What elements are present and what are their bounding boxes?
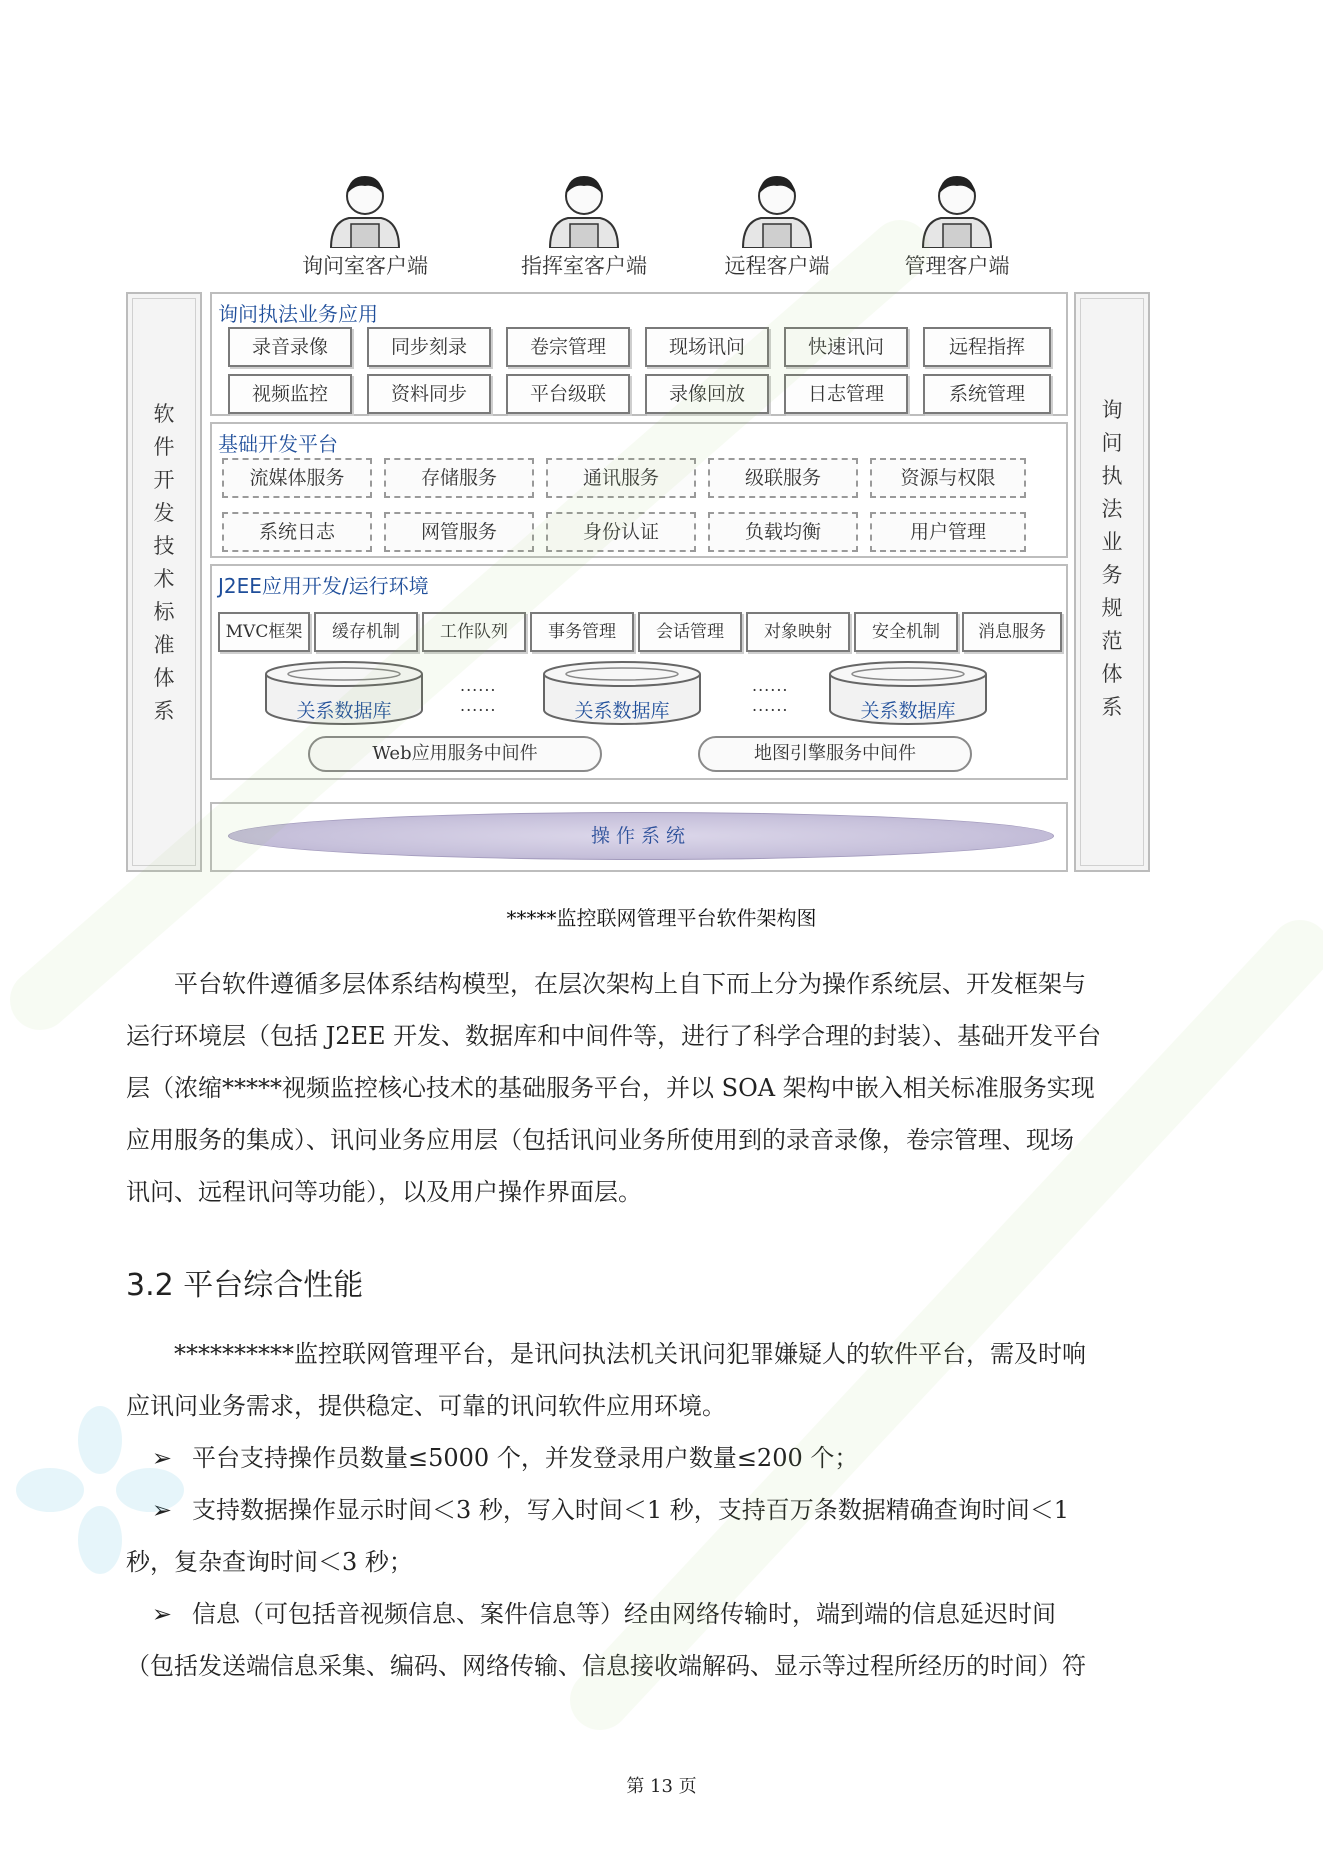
j2ee-box: 会话管理	[638, 612, 742, 652]
middleware-map: 地图引擎服务中间件	[698, 736, 972, 772]
vertical-char: 业	[1101, 530, 1123, 554]
middleware-web: Web应用服务中间件	[308, 736, 602, 772]
layer-business-app	[210, 292, 1068, 416]
vertical-char: 系	[1101, 695, 1123, 719]
base-box: 用户管理	[870, 512, 1026, 552]
vertical-char: 标	[153, 600, 175, 624]
text-line: **********监控联网管理平台，是讯问执法机关讯问犯罪嫌疑人的软件平台，需及时响	[126, 1340, 1086, 1368]
client-label: 指挥室客户端	[521, 254, 647, 278]
os-ellipse: 操作系统	[228, 812, 1054, 860]
database-label: 关系数据库	[574, 700, 670, 722]
bullet-text: 平台支持操作员数量≤5000 个，并发登录用户数量≤200 个；	[192, 1444, 859, 1472]
app-box: 系统管理	[923, 374, 1051, 414]
vertical-char: 范	[1101, 629, 1123, 653]
app-box: 卷宗管理	[506, 327, 630, 367]
bullet-item	[126, 1588, 1196, 1692]
vertical-char: 法	[1101, 497, 1123, 521]
app-box: 视频监控	[228, 374, 352, 414]
bullet-text: 支持数据操作显示时间＜3 秒，写入时间＜1 秒，支持百万条数据精确查询时间＜1	[192, 1496, 1070, 1524]
ellipsis: ......	[752, 676, 789, 695]
user-icon	[546, 170, 622, 248]
layer-base-platform	[210, 422, 1068, 558]
vertical-char: 系	[153, 699, 175, 723]
vertical-char: 件	[153, 435, 175, 459]
client-interrogation-room	[280, 170, 450, 280]
vertical-char: 询	[1101, 398, 1123, 422]
base-box: 级联服务	[708, 458, 858, 498]
base-box: 身份认证	[546, 512, 696, 552]
base-box: 通讯服务	[546, 458, 696, 498]
database-label: 关系数据库	[296, 700, 392, 722]
figure-caption: *****监控联网管理平台软件架构图	[506, 906, 817, 930]
app-box: 资料同步	[367, 374, 491, 414]
database-cylinder	[542, 660, 702, 726]
j2ee-box: MVC框架	[218, 612, 310, 652]
vertical-char: 规	[1101, 596, 1123, 620]
database-cylinder	[264, 660, 424, 726]
j2ee-box: 安全机制	[854, 612, 958, 652]
architecture-diagram	[126, 170, 1150, 880]
ellipsis: ......	[752, 696, 789, 715]
vertical-char: 软	[153, 402, 175, 426]
vertical-char: 技	[153, 534, 175, 558]
user-icon	[919, 170, 995, 248]
bullet-item	[126, 1432, 1196, 1484]
client-label: 管理客户端	[904, 254, 1010, 278]
base-box: 流媒体服务	[222, 458, 372, 498]
text-line: 应用服务的集成）、讯问业务应用层（包括讯问业务所使用到的录音录像，卷宗管理、现场	[126, 1126, 1074, 1154]
bullet-text: 信息（可包括音视频信息、案件信息等）经由网络传输时，端到端的信息延迟时间	[192, 1600, 1056, 1628]
app-box: 远程指挥	[923, 327, 1051, 367]
layer-title: 询问执法业务应用	[218, 302, 378, 326]
user-icon	[739, 170, 815, 248]
j2ee-box: 消息服务	[962, 612, 1062, 652]
client-management	[872, 170, 1042, 280]
base-box: 负载均衡	[708, 512, 858, 552]
paragraph-performance	[126, 1328, 1196, 1432]
client-label: 远程客户端	[724, 254, 830, 278]
app-box: 录像回放	[645, 374, 769, 414]
client-remote	[692, 170, 862, 280]
section-heading: 3.2 平台综合性能	[126, 1268, 364, 1303]
app-box: 快速讯问	[784, 327, 908, 367]
client-label: 询问室客户端	[302, 254, 428, 278]
j2ee-box: 对象映射	[746, 612, 850, 652]
vertical-char: 发	[153, 501, 175, 525]
bullet-text: 秒，复杂查询时间＜3 秒；	[126, 1548, 413, 1576]
bullet-item	[126, 1484, 1196, 1588]
layer-title: J2EE应用开发/运行环境	[218, 574, 429, 598]
app-box: 平台级联	[506, 374, 630, 414]
vertical-char: 执	[1101, 464, 1123, 488]
j2ee-box: 工作队列	[422, 612, 526, 652]
database-cylinder	[828, 660, 988, 726]
vertical-char: 术	[153, 567, 175, 591]
paragraph-architecture	[126, 958, 1196, 1218]
text-line: 应讯问业务需求，提供稳定、可靠的讯问软件应用环境。	[126, 1392, 726, 1420]
layer-title: 基础开发平台	[218, 432, 338, 456]
app-box: 同步刻录	[367, 327, 491, 367]
client-command-room	[499, 170, 669, 280]
bullet-arrow-icon: ➢	[151, 1444, 172, 1472]
vertical-char: 务	[1101, 563, 1123, 587]
page-number: 第 13 页	[626, 1776, 697, 1797]
text-line: 层（浓缩*****视频监控核心技术的基础服务平台，并以 SOA 架构中嵌入相关标准服务实现	[126, 1074, 1095, 1102]
ellipsis: ......	[460, 676, 497, 695]
base-box: 资源与权限	[870, 458, 1026, 498]
vertical-char: 开	[153, 468, 175, 492]
ellipsis: ......	[460, 696, 497, 715]
app-box: 日志管理	[784, 374, 908, 414]
user-icon	[327, 170, 403, 248]
text-line: 讯问、远程讯问等功能），以及用户操作界面层。	[126, 1178, 642, 1206]
database-label: 关系数据库	[860, 700, 956, 722]
vertical-char: 体	[153, 666, 175, 690]
right-standards-column	[1074, 292, 1150, 872]
bullet-text: （包括发送端信息采集、编码、网络传输、信息接收端解码、显示等过程所经历的时间）符	[126, 1652, 1086, 1680]
layer-j2ee	[210, 564, 1068, 780]
layer-os	[210, 802, 1068, 872]
bullet-arrow-icon: ➢	[151, 1496, 172, 1524]
base-box: 系统日志	[222, 512, 372, 552]
app-box: 现场讯问	[645, 327, 769, 367]
left-standards-column	[126, 292, 202, 872]
j2ee-box: 事务管理	[530, 612, 634, 652]
base-box: 存储服务	[384, 458, 534, 498]
base-box: 网管服务	[384, 512, 534, 552]
vertical-char: 准	[153, 633, 175, 657]
vertical-char: 问	[1101, 431, 1123, 455]
bullet-arrow-icon: ➢	[151, 1600, 172, 1628]
vertical-char: 体	[1101, 662, 1123, 686]
text-line: 运行环境层（包括 J2EE 开发、数据库和中间件等，进行了科学合理的封装）、基础开发平台	[126, 1022, 1102, 1050]
j2ee-box: 缓存机制	[314, 612, 418, 652]
text-line: 平台软件遵循多层体系结构模型，在层次架构上自下而上分为操作系统层、开发框架与	[126, 970, 1086, 998]
app-box: 录音录像	[228, 327, 352, 367]
